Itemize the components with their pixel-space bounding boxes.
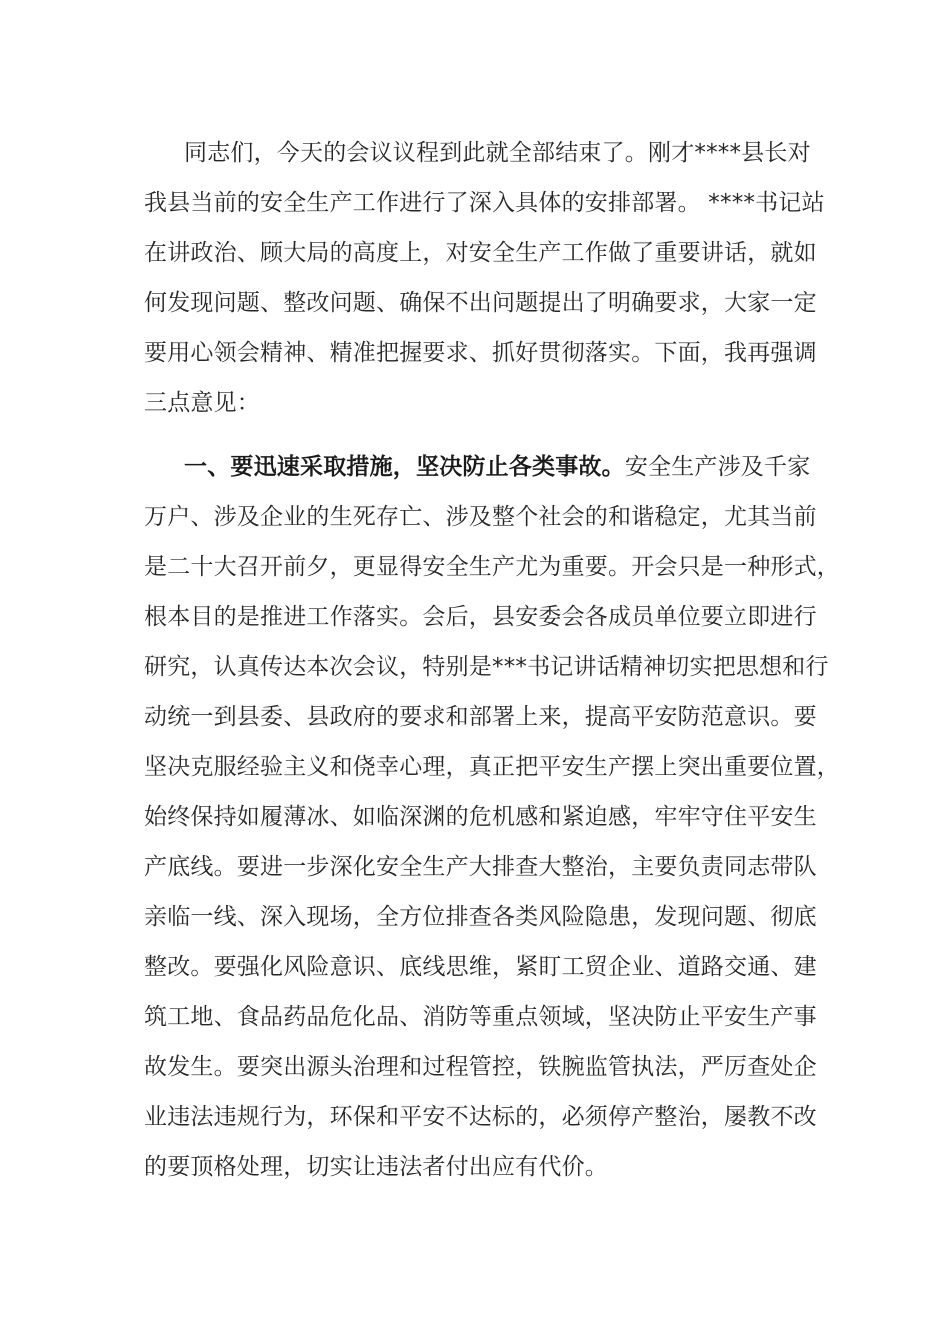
paragraph-line: 的要顶格处理，切实让违法者付出应有代价。 [144, 1154, 608, 1180]
paragraph-section-one [144, 442, 840, 1192]
paragraph-line: 产底线。要进一步深化安全生产大排查大整治，主要负责同志带队 [144, 854, 817, 880]
paragraph-line: 三点意见： [144, 390, 260, 416]
section-heading: 一、要迅速采取措施，坚决防止各类事故。 [184, 454, 625, 480]
paragraph-line: 筑工地、食品药品危化品、消防等重点领域，坚决防止平安生产事 [144, 1004, 817, 1030]
paragraph-line: 何发现问题、整改问题、确保不出问题提出了明确要求，大家一定 [144, 290, 817, 316]
paragraph-line: 整改。要强化风险意识、底线思维，紧盯工贸企业、道路交通、建 [144, 954, 817, 980]
section-first-line [144, 442, 814, 492]
section-first-line-text: 安全生产涉及千家 [624, 454, 811, 480]
paragraph-line: 要用心领会精神、精准把握要求、抓好贯彻落实。下面，我再强调 [144, 340, 817, 366]
paragraph-line: 坚决克服经验主义和侥幸心理，真正把平安生产摆上突出重要位置， [144, 754, 840, 780]
paragraph-line: 亲临一线、深入现场，全方位排查各类风险隐患，发现问题、彻底 [144, 904, 817, 930]
paragraph-line: 研究，认真传达本次会议，特别是***书记讲话精神切实把思想和行 [144, 654, 829, 680]
paragraph-line: 我县当前的安全生产工作进行了深入具体的安排部署。 ****书记站 [144, 190, 825, 216]
paragraph-line: 万户、涉及企业的生死存亡、涉及整个社会的和谐稳定，尤其当前 [144, 504, 817, 530]
paragraph-line: 在讲政治、顾大局的高度上，对安全生产工作做了重要讲话，就如 [144, 240, 817, 266]
paragraph-line: 始终保持如履薄冰、如临深渊的危机感和紧迫感，牢牢守住平安生 [144, 804, 817, 830]
paragraph-line: 故发生。要突出源头治理和过程管控，铁腕监管执法，严厉查处企 [144, 1054, 817, 1080]
paragraph-line: 是二十大召开前夕，更显得安全生产尤为重要。开会只是一种形式， [144, 554, 840, 580]
document-body [144, 128, 840, 1192]
paragraph-line: 根本目的是推进工作落实。会后，县安委会各成员单位要立即进行 [144, 604, 817, 630]
paragraph-spacer [144, 428, 814, 442]
paragraph-intro [144, 128, 825, 428]
paragraph-line: 业违法违规行为，环保和平安不达标的，必须停产整治，屡教不改 [144, 1104, 817, 1130]
paragraph-line: 同志们，今天的会议议程到此就全部结束了。刚才****县长对 [184, 140, 811, 166]
paragraph-line: 动统一到县委、县政府的要求和部署上来，提高平安防范意识。要 [144, 704, 817, 730]
